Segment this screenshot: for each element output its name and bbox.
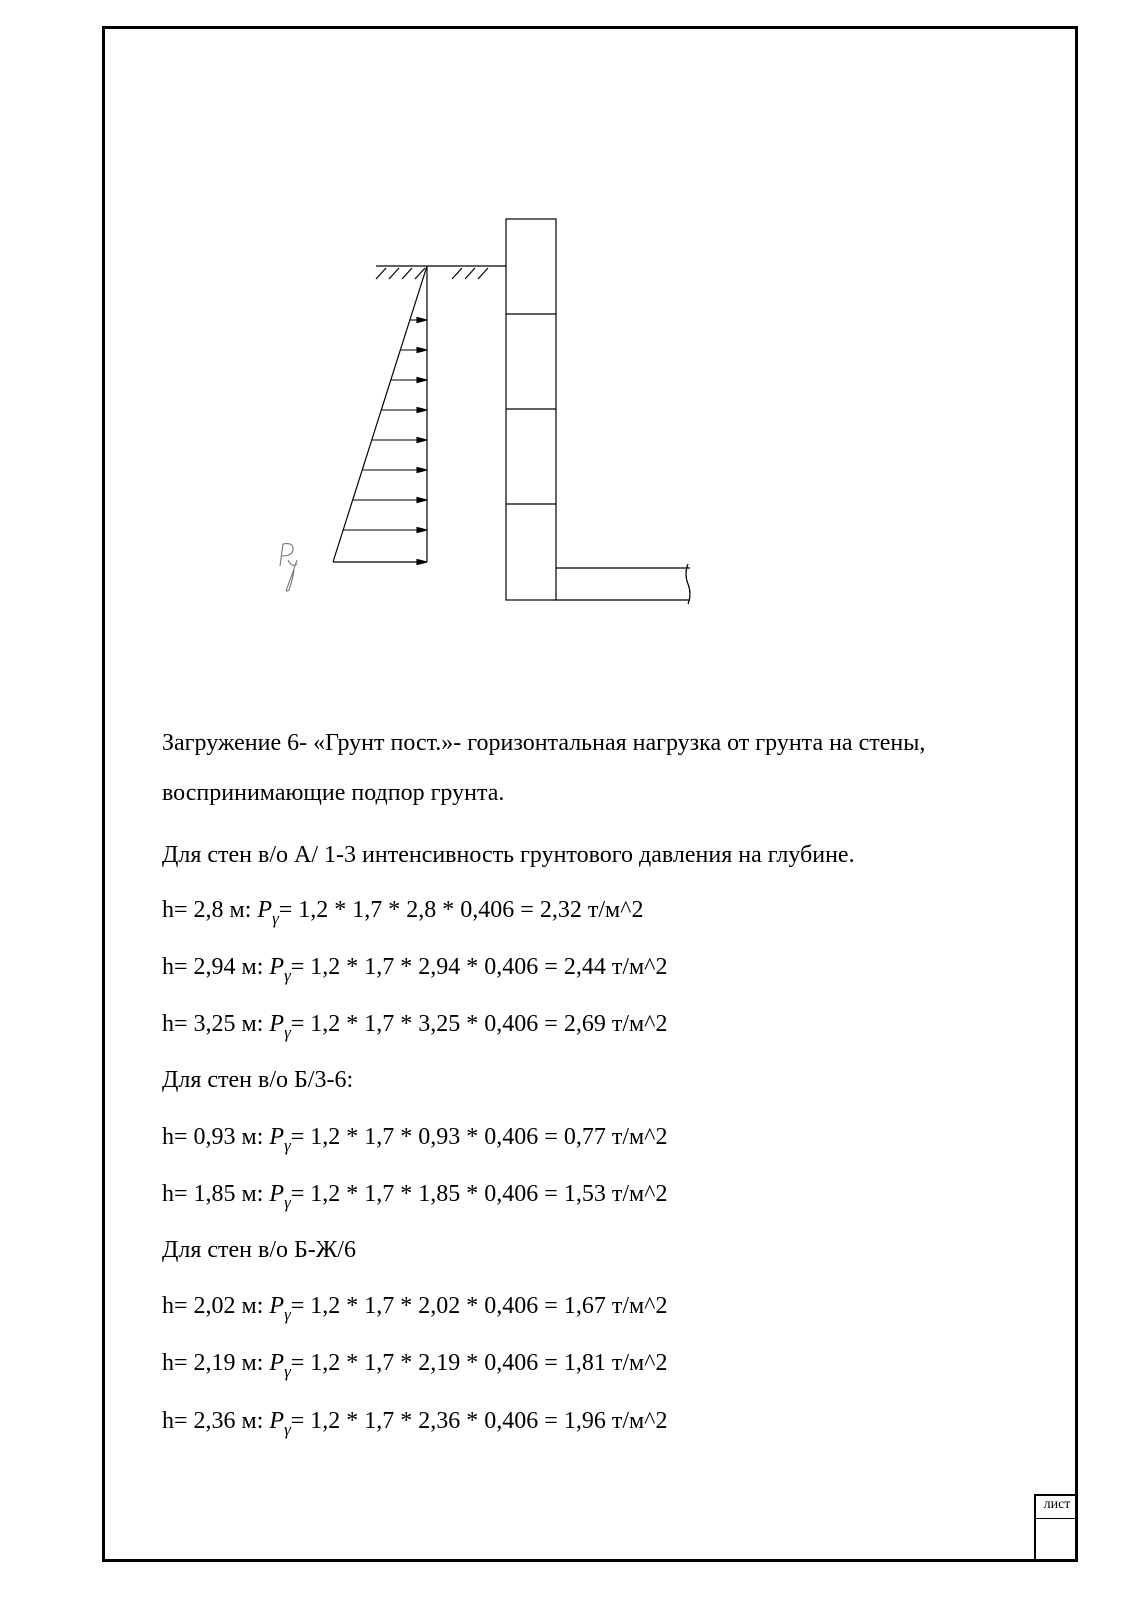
pressure-hypotenuse [333,266,427,562]
pressure-symbol: P [269,1011,285,1037]
break-line [686,564,690,604]
pressure-subscript: γ [284,1305,291,1324]
depth-prefix: h= 0,93 м: [162,1124,270,1150]
p-gamma-label [280,544,297,592]
pressure-symbol: P [269,1350,285,1376]
heading-line-2: воспринимающие подпор грунта. [162,780,505,806]
calc-line [162,1179,667,1211]
calc-line [162,1406,667,1438]
pressure-symbol: P [269,1181,285,1207]
arrow-head [417,468,427,473]
section-b-title: Для стен в/о Б/3-6: [162,1067,354,1093]
arrow-head [417,438,427,443]
formula-expression: = 1,2 * 1,7 * 2,19 * 0,406 = 1,81 т/м^2 [290,1350,668,1376]
depth-prefix: h= 2,02 м: [162,1293,270,1319]
formula-expression: = 1,2 * 1,7 * 0,93 * 0,406 = 0,77 т/м^2 [290,1124,668,1150]
pressure-subscript: γ [284,1023,291,1042]
formula-expression: = 1,2 * 1,7 * 1,85 * 0,406 = 1,53 т/м^2 [290,1181,668,1207]
pressure-symbol: P [257,897,273,923]
pressure-subscript: γ [272,909,279,928]
arrow-head [417,528,427,533]
formula-expression: = 1,2 * 1,7 * 2,94 * 0,406 = 2,44 т/м^2 [290,954,668,980]
formula-expression: = 1,2 * 1,7 * 2,8 * 0,406 = 2,32 т/м^2 [278,897,644,923]
calc-line [162,1122,667,1154]
calc-line [162,1348,667,1380]
formula-expression: = 1,2 * 1,7 * 3,25 * 0,406 = 2,69 т/м^2 [290,1011,668,1037]
depth-prefix: h= 2,19 м: [162,1350,270,1376]
arrow-head [417,348,427,353]
section-c-title: Для стен в/о Б-Ж/6 [162,1237,356,1263]
calc-line [162,1291,667,1323]
arrow-head [417,560,427,565]
sheet-label: лист [1043,1497,1071,1512]
pressure-subscript: γ [284,1193,291,1212]
pressure-subscript: γ [284,1362,291,1381]
depth-prefix: h= 1,85 м: [162,1181,270,1207]
pressure-symbol: P [269,954,285,980]
arrow-head [417,498,427,503]
arrow-head [417,378,427,383]
arrow-head [417,318,427,323]
pressure-subscript: γ [284,1420,291,1439]
formula-expression: = 1,2 * 1,7 * 2,36 * 0,406 = 1,96 т/м^2 [290,1408,668,1434]
calc-line [162,1009,667,1041]
depth-prefix: h= 2,36 м: [162,1408,270,1434]
section-a-title: Для стен в/о А/ 1-3 интенсивность грунтового давления на глубине. [162,842,855,868]
pressure-subscript: γ [284,966,291,985]
pressure-symbol: P [269,1408,285,1434]
depth-prefix: h= 3,25 м: [162,1011,270,1037]
calc-line [162,895,643,927]
pressure-arrows [333,318,427,565]
heading-line-1: Загружение 6- «Грунт пост.»- горизонтальная нагрузка от грунта на стены, [162,730,926,756]
arrow-head [417,408,427,413]
pressure-symbol: P [269,1124,285,1150]
pressure-symbol: P [269,1293,285,1319]
pressure-subscript: γ [284,1136,291,1155]
depth-prefix: h= 2,94 м: [162,954,270,980]
ground-hatching [376,268,488,279]
depth-prefix: h= 2,8 м: [162,897,258,923]
calc-line [162,952,667,984]
formula-expression: = 1,2 * 1,7 * 2,02 * 0,406 = 1,67 т/м^2 [290,1293,668,1319]
